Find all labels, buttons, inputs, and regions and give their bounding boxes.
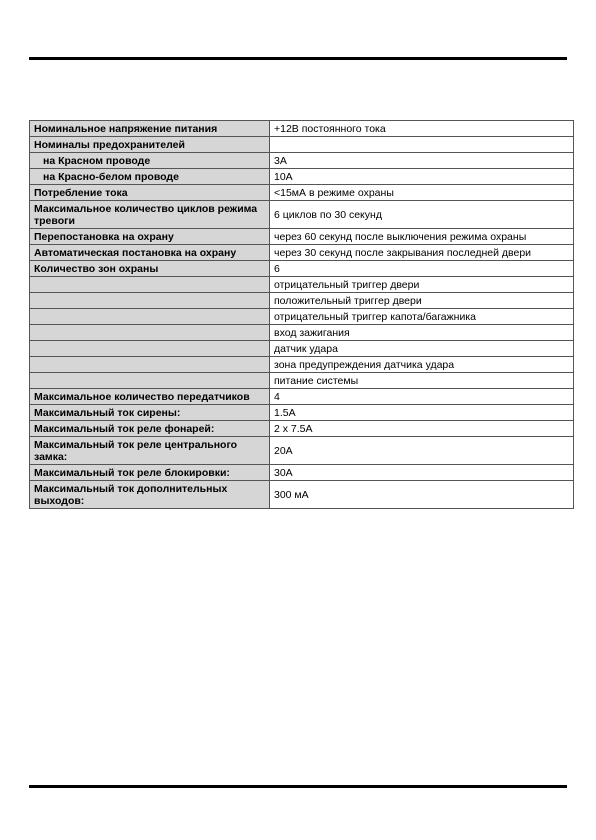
- table-row: [30, 201, 574, 229]
- row-value: положительный триггер двери: [270, 293, 574, 309]
- row-value: 4: [270, 389, 574, 405]
- row-value: отрицательный триггер капота/багажника: [270, 309, 574, 325]
- table-row: [30, 481, 574, 509]
- row-value: 6 циклов по 30 секунд: [270, 201, 574, 229]
- table-row: [30, 121, 574, 137]
- table-row: [30, 229, 574, 245]
- row-value: 300 мА: [270, 481, 574, 509]
- row-value: датчик удара: [270, 341, 574, 357]
- row-label: Максимальный ток реле центрального замка:: [30, 437, 270, 465]
- top-rule: [29, 57, 567, 60]
- table-row: [30, 373, 574, 389]
- row-value: отрицательный триггер двери: [270, 277, 574, 293]
- row-label: Номинальное напряжение питания: [30, 121, 270, 137]
- table-row: [30, 169, 574, 185]
- row-label: [30, 325, 270, 341]
- row-label: на Красном проводе: [30, 153, 270, 169]
- row-value: 6: [270, 261, 574, 277]
- specifications-table: [29, 120, 574, 509]
- row-value: вход зажигания: [270, 325, 574, 341]
- row-value: [270, 137, 574, 153]
- row-label: [30, 357, 270, 373]
- table-row: [30, 437, 574, 465]
- row-value: 2 x 7.5A: [270, 421, 574, 437]
- table-row: [30, 277, 574, 293]
- table-row: [30, 137, 574, 153]
- row-label: Максимальный ток дополнительных выходов:: [30, 481, 270, 509]
- table-row: [30, 341, 574, 357]
- row-value: через 30 секунд после закрывания последней двери: [270, 245, 574, 261]
- row-label: Номиналы предохранителей: [30, 137, 270, 153]
- row-label: Потребление тока: [30, 185, 270, 201]
- row-value: 1.5А: [270, 405, 574, 421]
- table-row: [30, 357, 574, 373]
- table-row: [30, 185, 574, 201]
- table-row: [30, 405, 574, 421]
- row-label: Количество зон охраны: [30, 261, 270, 277]
- row-label: [30, 373, 270, 389]
- row-value: +12В постоянного тока: [270, 121, 574, 137]
- row-value: 10А: [270, 169, 574, 185]
- table-row: [30, 153, 574, 169]
- row-label: Максимальный ток сирены:: [30, 405, 270, 421]
- row-label: Перепостановка на охрану: [30, 229, 270, 245]
- table-row: [30, 389, 574, 405]
- table-row: [30, 261, 574, 277]
- row-label: Максимальный ток реле фонарей:: [30, 421, 270, 437]
- table-row: [30, 465, 574, 481]
- row-value: через 60 секунд после выключения режима охраны: [270, 229, 574, 245]
- table-row: [30, 245, 574, 261]
- row-value: питание системы: [270, 373, 574, 389]
- row-value: 20А: [270, 437, 574, 465]
- row-label: на Красно-белом проводе: [30, 169, 270, 185]
- row-value: <15мА в режиме охраны: [270, 185, 574, 201]
- row-value: 30А: [270, 465, 574, 481]
- row-label: Максимальное количество циклов режима тревоги: [30, 201, 270, 229]
- row-value: 3А: [270, 153, 574, 169]
- table-row: [30, 309, 574, 325]
- table-row: [30, 293, 574, 309]
- row-label: [30, 341, 270, 357]
- row-value: зона предупреждения датчика удара: [270, 357, 574, 373]
- row-label: Максимальное количество передатчиков: [30, 389, 270, 405]
- row-label: [30, 309, 270, 325]
- table-row: [30, 325, 574, 341]
- bottom-rule: [29, 785, 567, 788]
- row-label: [30, 293, 270, 309]
- row-label: Автоматическая постановка на охрану: [30, 245, 270, 261]
- row-label: Максимальный ток реле блокировки:: [30, 465, 270, 481]
- row-label: [30, 277, 270, 293]
- table-row: [30, 421, 574, 437]
